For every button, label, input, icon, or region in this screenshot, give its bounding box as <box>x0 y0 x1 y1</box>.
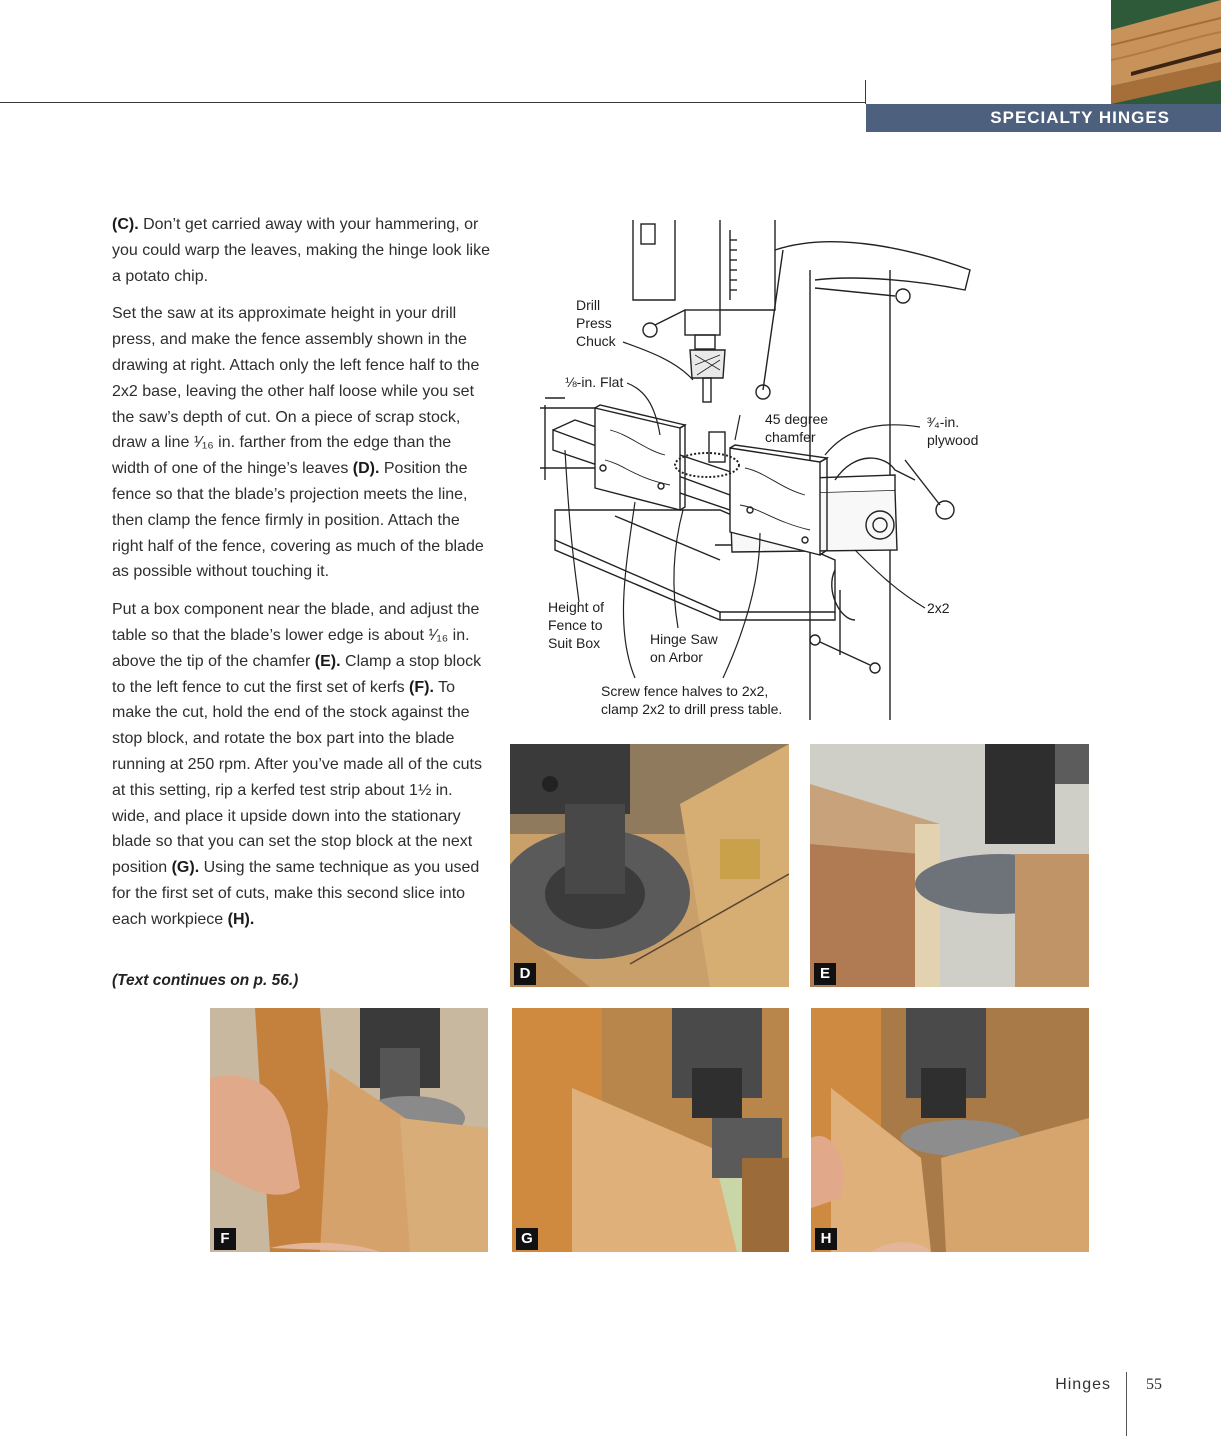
footer-divider <box>1126 1372 1127 1436</box>
header-rule <box>0 102 866 103</box>
footer-section-name: Hinges <box>1055 1376 1111 1393</box>
paragraph-3 <box>112 597 490 932</box>
page-number: 55 <box>1146 1376 1162 1393</box>
photo-label-e: E <box>814 963 836 985</box>
label-drill-press-2: Press <box>576 315 612 331</box>
paragraph-text: To make the cut, hold the end of the stock against the stop block, and rotate the box part into the blade running at 250 rpm. After you’ve made all of the cuts at this setting, rip a kerfed test strip about 1½ in. wide, and place it upside down into the stationary blade so that you can set the stop block at the next position <box>112 678 482 877</box>
paragraph-text: Set the saw at its approximate height in your drill press, and make the fence assembly shown in the drawing at right. Attach only the left fence half to the 2x2 base, leaving the other half loose while you set the saw’s depth of cut. On a piece of scrap stock, draw a line <box>112 305 480 452</box>
label-2x2: 2x2 <box>927 600 950 616</box>
wood-thumbnail-image <box>1111 0 1221 104</box>
photo-d <box>510 744 789 987</box>
paragraph-2 <box>112 301 490 585</box>
photo-f <box>210 1008 488 1252</box>
section-header-band <box>866 104 1221 132</box>
body-text <box>112 212 490 945</box>
figure-ref-e: (E). <box>314 652 341 670</box>
label-drill-press-1: Drill <box>576 297 601 313</box>
photo-label-f: F <box>214 1228 236 1250</box>
figure-ref-h: (H). <box>227 910 255 928</box>
paragraph-text: Don’t get carried away with your hammering, or you could warp the leaves, making the hinge look like a potato chip. <box>112 216 490 285</box>
photo-g <box>512 1008 789 1252</box>
paragraph-1 <box>112 212 490 289</box>
drill-press-diagram <box>535 210 1005 730</box>
label-chamfer-2: chamfer <box>765 429 816 445</box>
photo-label-h: H <box>815 1228 837 1250</box>
paragraph-text: Using the same technique as you used for the first set of cuts, make this second slice into each workpiece <box>112 859 480 928</box>
paragraph-text: in. farther from the edge than the width of one of the hinge’s leaves <box>112 434 452 478</box>
label-height-2: Fence to <box>548 617 603 633</box>
paragraph-text: in. above the tip of the chamfer <box>112 626 470 670</box>
label-height-1: Height of <box>548 599 605 615</box>
fraction: ¹⁄₁₆ <box>193 434 214 452</box>
label-screw-2: clamp 2x2 to drill press table. <box>601 701 783 717</box>
photo-label-g: G <box>516 1228 538 1250</box>
header-rule-vertical <box>865 80 866 104</box>
paragraph-text: Position the fence so that the blade’s projection meets the line, then clamp the fence firmly in position. Attach the right half of the fence, covering as much of the blade as possible without touching it. <box>112 460 484 581</box>
figure-ref-c: (C). <box>112 216 139 233</box>
label-hinge-saw-2: on Arbor <box>650 649 703 665</box>
paragraph-text: Put a box component near the blade, and adjust the table so that the blade’s lower edge is about <box>112 601 480 644</box>
label-plywood-2: plywood <box>927 432 979 448</box>
label-hinge-saw-1: Hinge Saw <box>650 631 718 647</box>
paragraph-text: Clamp a stop block to the left fence to cut the first set of kerfs <box>112 652 482 696</box>
photo-e <box>810 744 1089 987</box>
fraction: ¹⁄₁₆ <box>428 626 449 644</box>
label-flat: ⅛-in. Flat <box>565 374 624 390</box>
figure-ref-f: (F). <box>409 678 434 696</box>
photo-label-d: D <box>514 963 536 985</box>
label-plywood-1: ³⁄₄-in. <box>927 414 960 430</box>
label-chamfer-1: 45 degree <box>765 411 829 427</box>
label-height-3: Suit Box <box>548 635 601 651</box>
label-screw-1: Screw fence halves to 2x2, <box>601 683 769 699</box>
continued-note: (Text continues on p. 56.) <box>112 972 299 989</box>
figure-ref-g: (G). <box>171 859 200 877</box>
label-drill-press-3: Chuck <box>576 333 616 349</box>
photo-h <box>811 1008 1089 1252</box>
section-title: SPECIALTY HINGES <box>990 108 1170 127</box>
figure-ref-d: (D). <box>352 460 380 478</box>
